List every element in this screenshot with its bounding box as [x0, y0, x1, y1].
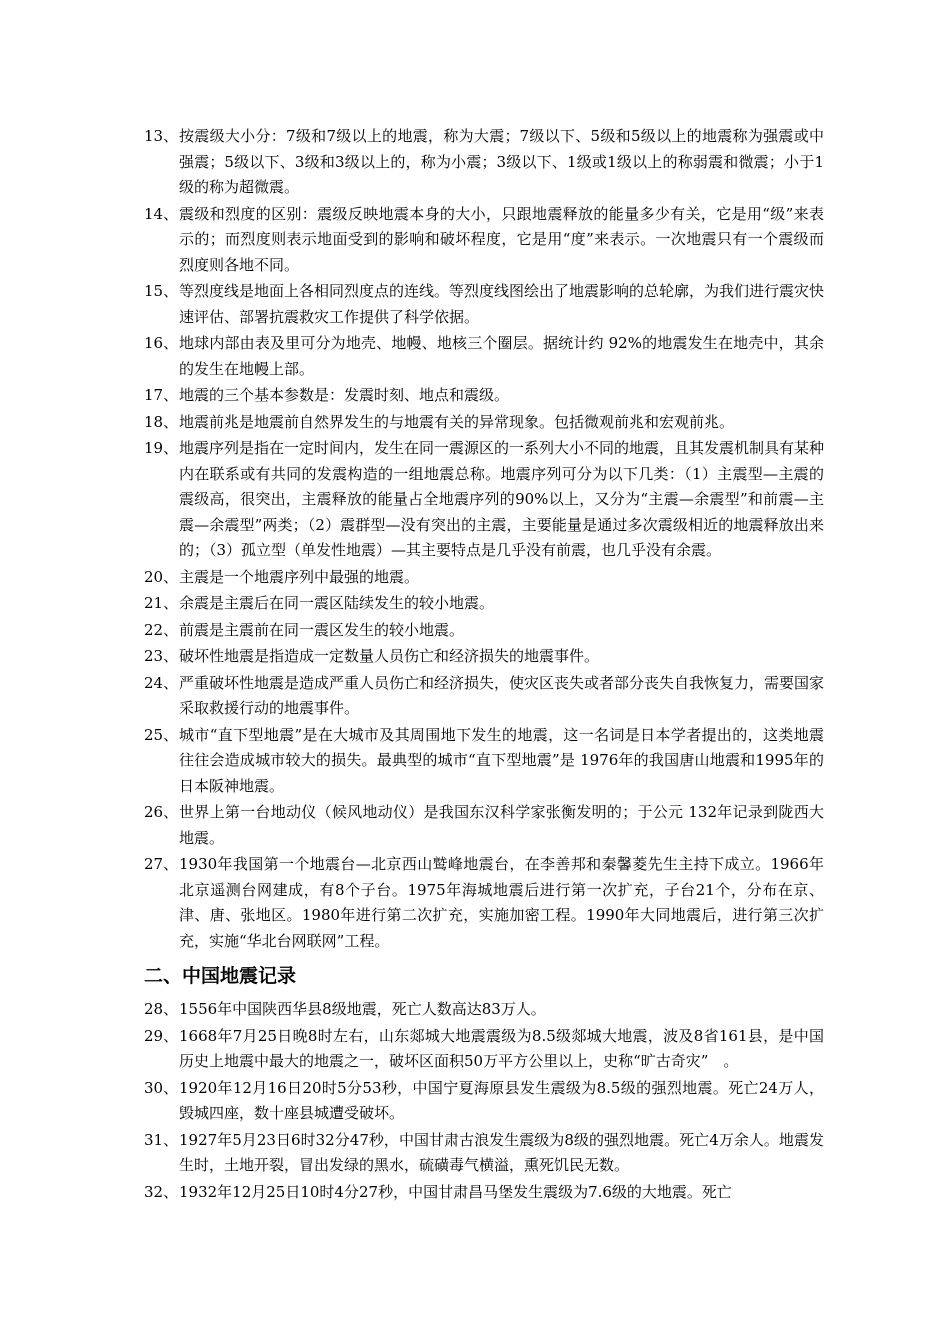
item-text: 前震是主震前在同一震区发生的较小地震。 [179, 620, 465, 639]
list-item-15 [144, 279, 824, 330]
item-number: 27、 [144, 855, 179, 873]
list-item-32 [144, 1180, 824, 1206]
list-item-19 [144, 436, 824, 564]
item-number: 21、 [144, 594, 179, 612]
item-text: 1556年中国陕西华县8级地震，死亡人数高达83万人。 [179, 1000, 546, 1018]
item-number: 20、 [144, 567, 179, 586]
list-item-31 [144, 1128, 824, 1179]
item-text: 地震序列是指在一定时间内，发生在同一震源区的一系列大小不同的地震，且其发震机制具有某种内在联系或有共同的发震构造的一组地震总称。地震序列可分为以下几类：（1）主震型—主震的震级高，很突出，主震释放的能量占全地震序列的90%以上，又分为“主震—余震型”和前震—主震—余震型”两类；（2）震群型—没有突出的主震，主要能量是通过多次震级相近的地震释放出来的；（3）孤立型（单发性地震）—其主要特点是几乎没有前震，也几乎没有余震。 [179, 439, 825, 559]
item-number: 14、 [144, 204, 179, 223]
item-text: 1932年12月25日10时4分27秒，中国甘肃昌马堡发生震级为7.6级的大地震。死亡 [179, 1182, 732, 1201]
list-item-27 [144, 852, 824, 954]
item-number: 28、 [144, 1000, 179, 1018]
item-text: 严重破坏性地震是造成严重人员伤亡和经济损失，使灾区丧失或者部分丧失自我恢复力，需要国家采取救援行动的地震事件。 [179, 673, 825, 717]
item-number: 26、 [144, 803, 179, 821]
list-item-30 [144, 1076, 824, 1127]
item-number: 18、 [144, 412, 179, 431]
section-heading: 二、中国地震记录 [144, 965, 297, 987]
item-text: 地震的三个基本参数是：发震时刻、地点和震级。 [179, 386, 510, 404]
item-number: 16、 [144, 334, 179, 352]
list-item-17 [144, 383, 824, 409]
item-number: 22、 [144, 620, 179, 639]
list-item-26 [144, 800, 824, 851]
list-item-14 [144, 202, 824, 279]
item-number: 29、 [144, 1026, 179, 1045]
item-text: 1927年5月23日6时32分47秒，中国甘肃古浪发生震级为8级的强烈地震。死亡4万余人。地震发生时，土地开裂，冒出发绿的黑水，硫磺毒气横溢，熏死饥民无数。 [179, 1130, 824, 1174]
list-item-29 [144, 1024, 824, 1075]
list-item-18 [144, 410, 824, 436]
item-number: 17、 [144, 386, 179, 404]
item-text: 城市“直下型地震”是在大城市及其周围地下发生的地震，这一名词是日本学者提出的，这类地震往往会造成城市较大的损失。最典型的城市“直下型地震”是 1976年的我国唐山地震和1995年的日本阪神地震。 [179, 725, 824, 795]
item-number: 19、 [144, 439, 179, 457]
list-item-24 [144, 671, 824, 722]
item-number: 15、 [144, 282, 179, 300]
item-text: 按震级大小分：7级和7级以上的地震，称为大震；7级以下、5级和5级以上的地震称为强震或中强震；5级以下、3级和3级以上的，称为小震；3级以下、1级或1级以上的称弱震和微震；小于1级的称为超微震。 [179, 127, 824, 196]
list-item-25 [144, 723, 824, 800]
list-item-28 [144, 997, 824, 1023]
item-text: 等烈度线是地面上各相同烈度点的连线。等烈度线图绘出了地震影响的总轮廓，为我们进行震灾快速评估、部署抗震救灾工作提供了科学依据。 [179, 282, 825, 326]
document-body [144, 124, 824, 1206]
item-number: 13、 [144, 127, 179, 145]
list-item-16 [144, 331, 824, 382]
item-number: 24、 [144, 673, 179, 692]
item-number: 25、 [144, 725, 179, 744]
item-list-part-2 [144, 997, 824, 1205]
item-text: 主震是一个地震序列中最强的地震。 [179, 567, 420, 586]
list-item-21 [144, 591, 824, 617]
item-text: 余震是主震后在同一震区陆续发生的较小地震。 [179, 594, 495, 612]
item-list-part-1 [144, 124, 824, 954]
list-item-23 [144, 644, 824, 670]
item-number: 23、 [144, 647, 179, 665]
list-item-20 [144, 565, 824, 591]
item-number: 32、 [144, 1182, 179, 1201]
item-number: 30、 [144, 1078, 179, 1097]
item-text: 1668年7月25日晚8时左右，山东郯城大地震震级为8.5级郯城大地震，波及8省161县，是中国历史上地震中最大的地震之一，破坏区面积50万平方公里以上，史称“旷古奇灾” 。 [179, 1026, 824, 1070]
item-text: 地震前兆是地震前自然界发生的与地震有关的异常现象。包括微观前兆和宏观前兆。 [179, 412, 735, 431]
item-text: 1920年12月16日20时5分53秒，中国宁夏海原县发生震级为8.5级的强烈地震。死亡24万人，毁城四座，数十座县城遭受破坏。 [179, 1078, 824, 1122]
list-item-22 [144, 618, 824, 644]
item-number: 31、 [144, 1130, 179, 1149]
item-text: 地球内部由表及里可分为地壳、地幔、地核三个圈层。据统计约 92%的地震发生在地壳中，其余的发生在地幔上部。 [179, 334, 824, 378]
item-text: 世界上第一台地动仪（候风地动仪）是我国东汉科学家张衡发明的；于公元 132年记录到陇西大地震。 [179, 803, 824, 847]
item-text: 震级和烈度的区别：震级反映地震本身的大小，只跟地震释放的能量多少有关，它是用“级”来表示的；而烈度则表示地面受到的影响和破坏程度，它是用“度”来表示。一次地震只有一个震级而烈度则各地不同。 [179, 204, 824, 274]
item-text: 1930年我国第一个地震台—北京西山鹫峰地震台，在李善邦和秦馨菱先生主持下成立。1966年北京遥测台网建成，有8个子台。1975年海城地震后进行第一次扩充，子台21个，分布在京、津、唐、张地区。1980年进行第二次扩充，实施加密工程。1990年大同地震后，进行第三次扩充，实施“华北台网联网”工程。 [179, 855, 824, 950]
list-item-13 [144, 124, 824, 201]
item-text: 破坏性地震是指造成一定数量人员伤亡和经济损失的地震事件。 [179, 647, 600, 665]
